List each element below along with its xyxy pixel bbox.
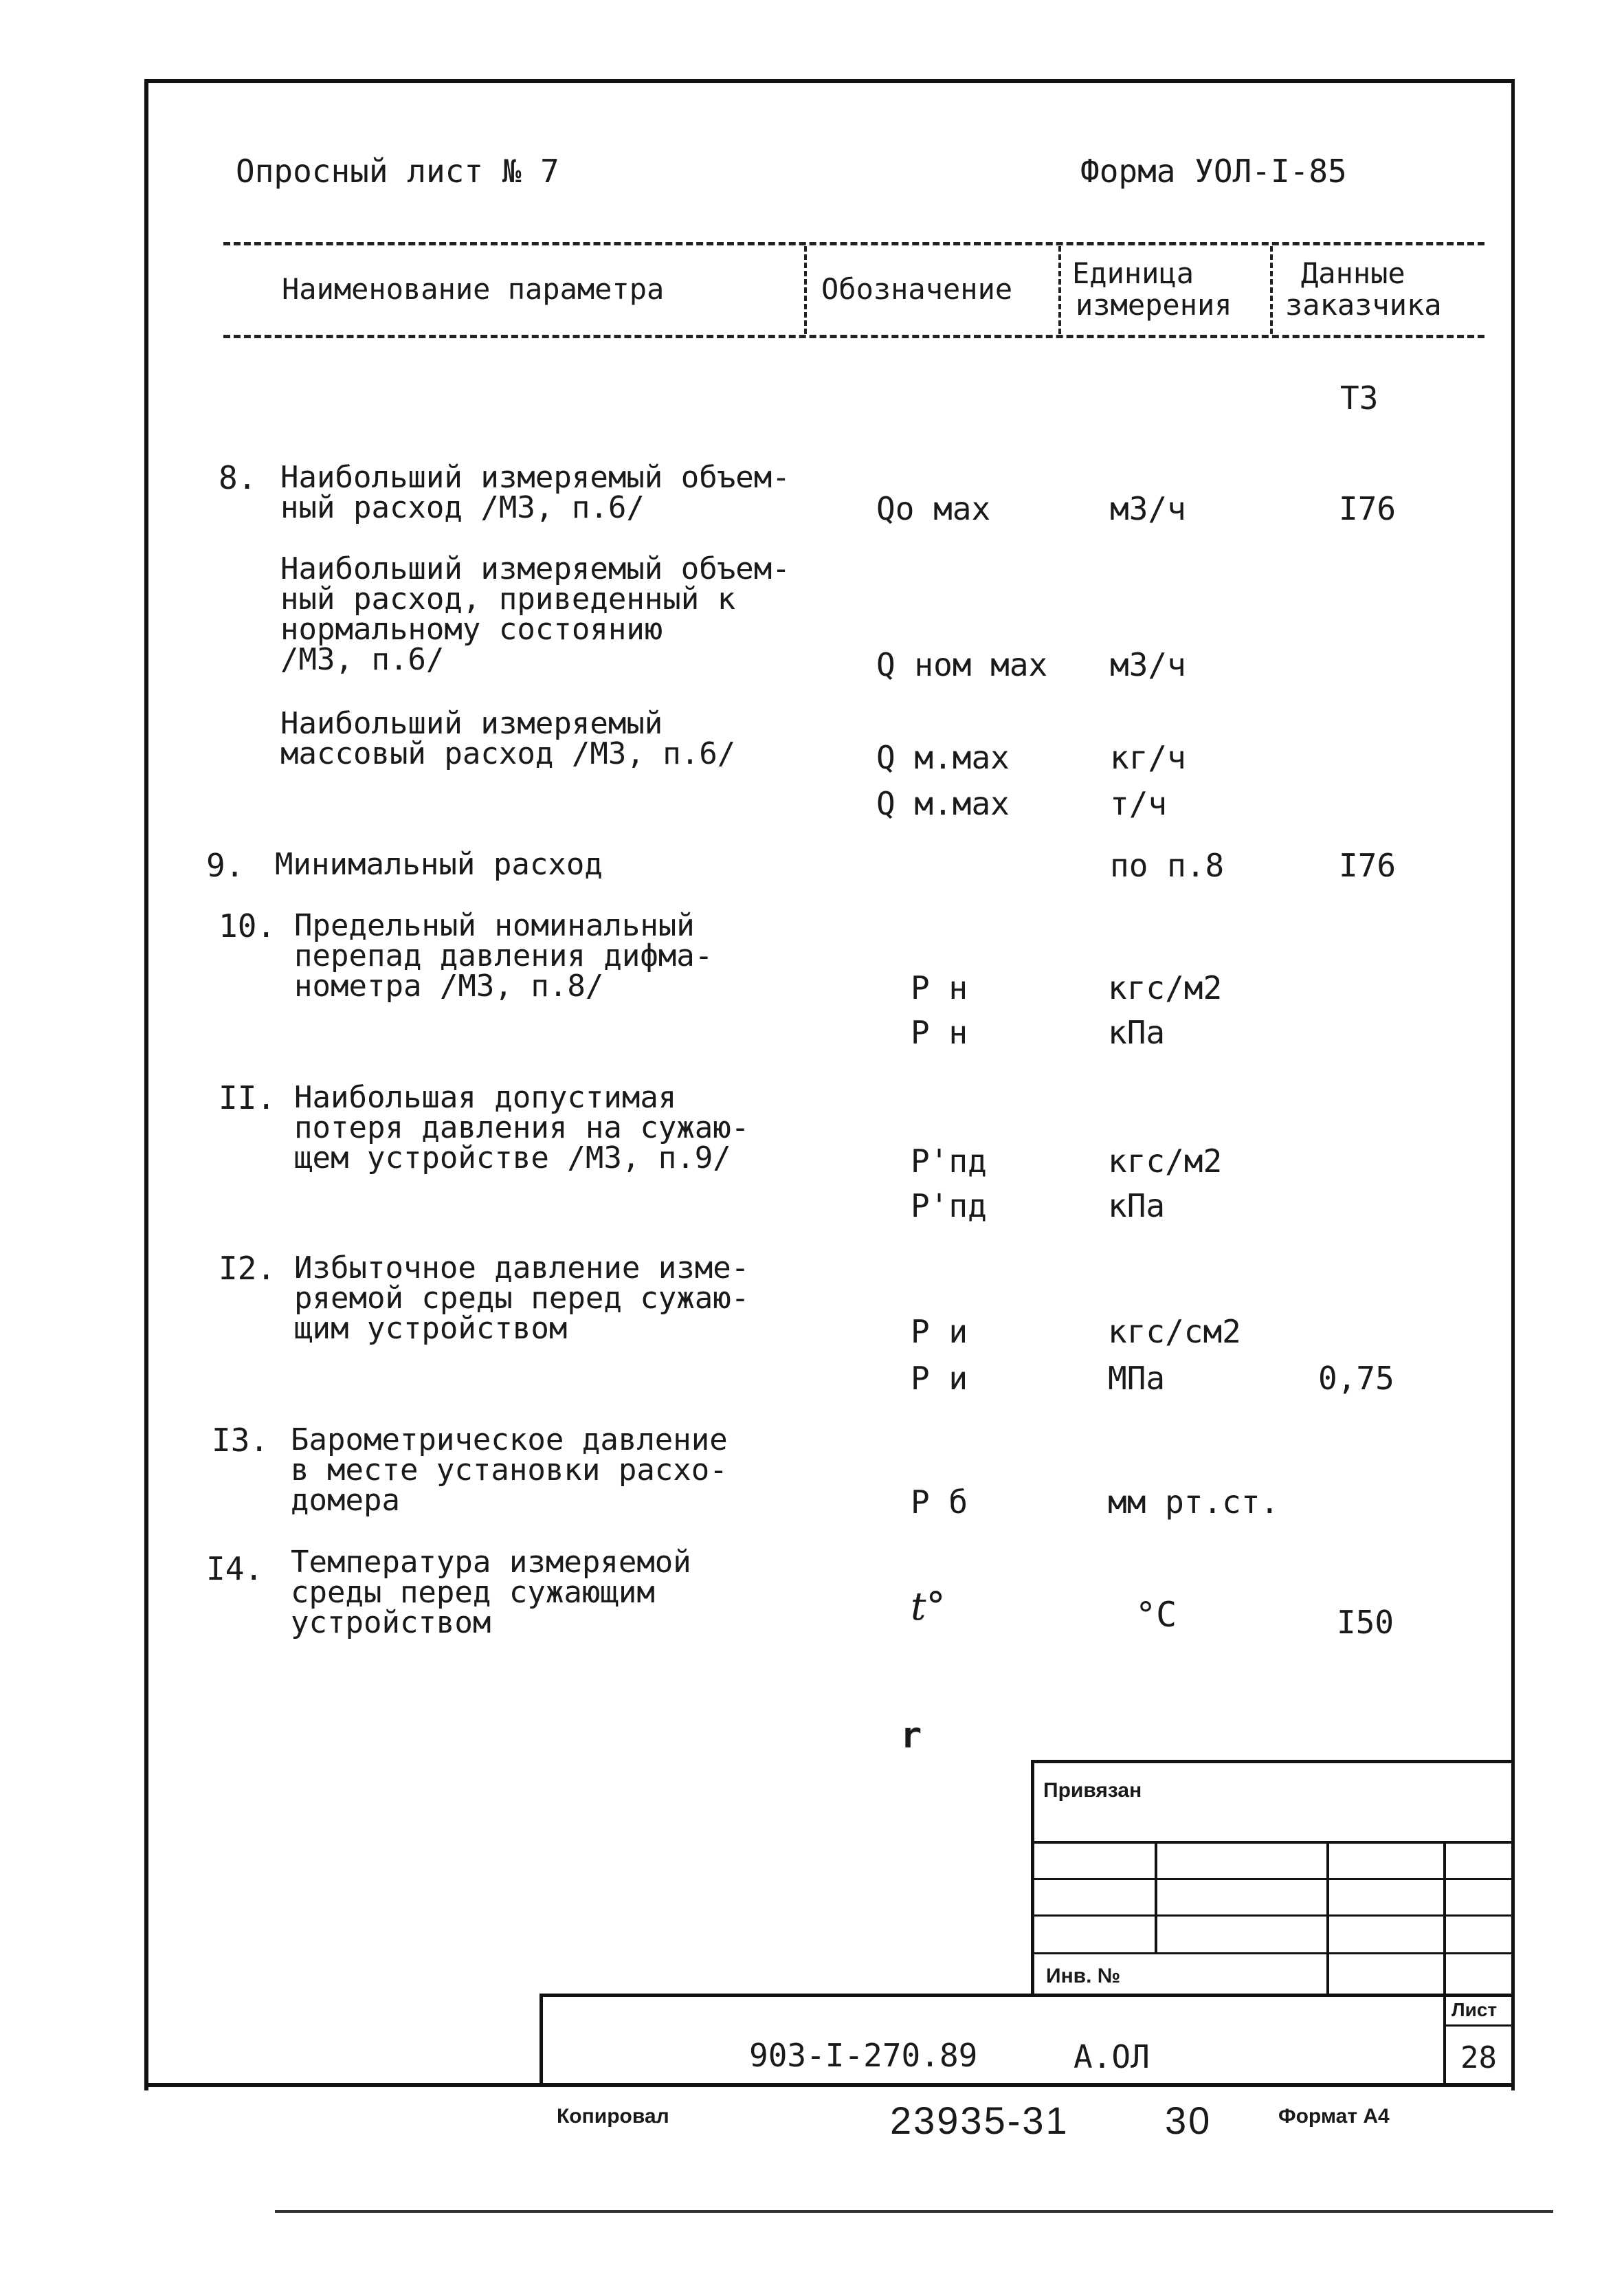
bound-label: Привязан [1043, 1779, 1142, 1802]
row-number: I2. [219, 1250, 276, 1287]
param-line: Наибольший измеряемый объем- [280, 460, 790, 495]
param-line: потеря давления на сужаю- [294, 1110, 750, 1145]
param-line: Наибольшая допустимая [294, 1080, 677, 1115]
param-line: ный расход, приведенный к [280, 582, 736, 617]
param-line: массовый расход /МЗ, п.6/ [280, 736, 736, 771]
page-bottom-rule [275, 2210, 1553, 2213]
param-line: нормальному состоянию [280, 612, 663, 647]
header-top-rule [223, 242, 1484, 245]
col-data-header-1: Данные [1301, 256, 1405, 290]
col-unit-header-1: Единица [1072, 256, 1194, 290]
param-symbol: Р'пд [911, 1142, 987, 1180]
param-symbol: Р н [911, 969, 968, 1006]
param-symbol-alt: Q м.мах [876, 785, 1010, 822]
param-line: /МЗ, п.6/ [280, 642, 445, 677]
copied-label: Копировал [557, 2105, 669, 2128]
param-symbol: Q м.мах [876, 739, 1010, 776]
doc-suffix: А.ОЛ [1074, 2038, 1150, 2075]
param-line: Минимальный расход [275, 847, 603, 882]
param-symbol: Q ном мах [876, 646, 1048, 683]
param-value: 0,75 [1318, 1360, 1394, 1397]
param-line: щим устройством [294, 1311, 568, 1346]
param-line: перепад давления дифма- [294, 938, 713, 973]
param-line: среды перед сужающим [291, 1575, 655, 1610]
param-line: щем устройстве /МЗ, п.9/ [294, 1140, 731, 1175]
col-param-header: Наименование параметра [282, 272, 665, 306]
param-line: Температура измеряемой [291, 1545, 691, 1580]
param-line: устройством [291, 1605, 491, 1640]
param-symbol: Р и [911, 1313, 968, 1350]
param-symbol: t° [911, 1585, 946, 1629]
row-number: 10. [219, 907, 276, 945]
param-symbol: Qо мах [876, 490, 991, 527]
param-unit: кгс/м2 [1108, 969, 1223, 1006]
param-unit-alt: кПа [1108, 1014, 1166, 1051]
row-number: 9. [206, 847, 245, 884]
col-symbol-header: Обозначение [821, 272, 1013, 306]
form-code: Форма УОЛ-I-85 [1080, 153, 1347, 190]
param-symbol-alt: Р'пд [911, 1187, 987, 1224]
sheet-title: Опросный лист № 7 [236, 153, 559, 190]
param-unit: °С [1135, 1595, 1177, 1635]
param-line: ряемой среды перед сужаю- [294, 1281, 750, 1316]
header-bottom-rule [223, 335, 1484, 338]
param-unit: кгс/см2 [1108, 1313, 1241, 1350]
param-unit-alt: кПа [1108, 1187, 1166, 1224]
format-label: Формат А4 [1278, 2105, 1390, 2128]
drawing-frame-bottom [144, 2083, 1514, 2087]
header-divider-1 [804, 246, 807, 334]
param-unit: м3/ч [1110, 490, 1186, 527]
param-line: Барометрическое давление [291, 1422, 728, 1457]
row-number: II. [219, 1079, 276, 1116]
tz-label: ТЗ [1340, 379, 1379, 417]
stray-mark: r [900, 1715, 922, 1756]
param-line: нометра /МЗ, п.8/ [294, 969, 604, 1004]
param-value: I50 [1337, 1604, 1394, 1641]
param-symbol: Р б [911, 1483, 968, 1521]
row-number: 8. [219, 459, 257, 496]
param-value: I76 [1339, 847, 1397, 884]
handwritten-page: 30 [1165, 2099, 1212, 2142]
param-line: Наибольший измеряемый [280, 706, 663, 741]
param-unit: кг/ч [1110, 739, 1186, 776]
row-number: I3. [212, 1422, 269, 1459]
param-line: Наибольший измеряемый объем- [280, 551, 790, 586]
sheet-number: 28 [1460, 2040, 1497, 2075]
param-line: в месте установки расхо- [291, 1453, 728, 1488]
sheet-label: Лист [1451, 1999, 1498, 2020]
param-value: I76 [1339, 490, 1397, 527]
header-divider-2 [1058, 246, 1061, 334]
col-unit-header-2: измерения [1076, 288, 1232, 322]
col-data-header-2: заказчика [1285, 288, 1442, 322]
param-line: Предельный номинальный [294, 908, 695, 943]
row-number: I4. [206, 1550, 264, 1587]
param-line: ный расход /МЗ, п.6/ [280, 490, 645, 525]
param-unit-alt: МПа [1108, 1360, 1166, 1397]
doc-code: 903-I-270.89 [749, 2037, 978, 2074]
inv-label: Инв. № [1046, 1965, 1121, 1987]
handwritten-number: 23935-31 [890, 2099, 1069, 2142]
param-unit: кгс/м2 [1108, 1142, 1223, 1180]
param-line: Избыточное давление изме- [294, 1250, 750, 1285]
param-unit: мм рт.ст. [1108, 1483, 1280, 1521]
param-unit: по п.8 [1110, 847, 1225, 884]
header-divider-3 [1270, 246, 1273, 334]
param-unit: м3/ч [1110, 646, 1186, 683]
param-symbol-alt: Р н [911, 1014, 968, 1051]
param-symbol-alt: Р и [911, 1360, 968, 1397]
param-line: домера [291, 1483, 400, 1518]
param-unit-alt: т/ч [1110, 785, 1168, 822]
